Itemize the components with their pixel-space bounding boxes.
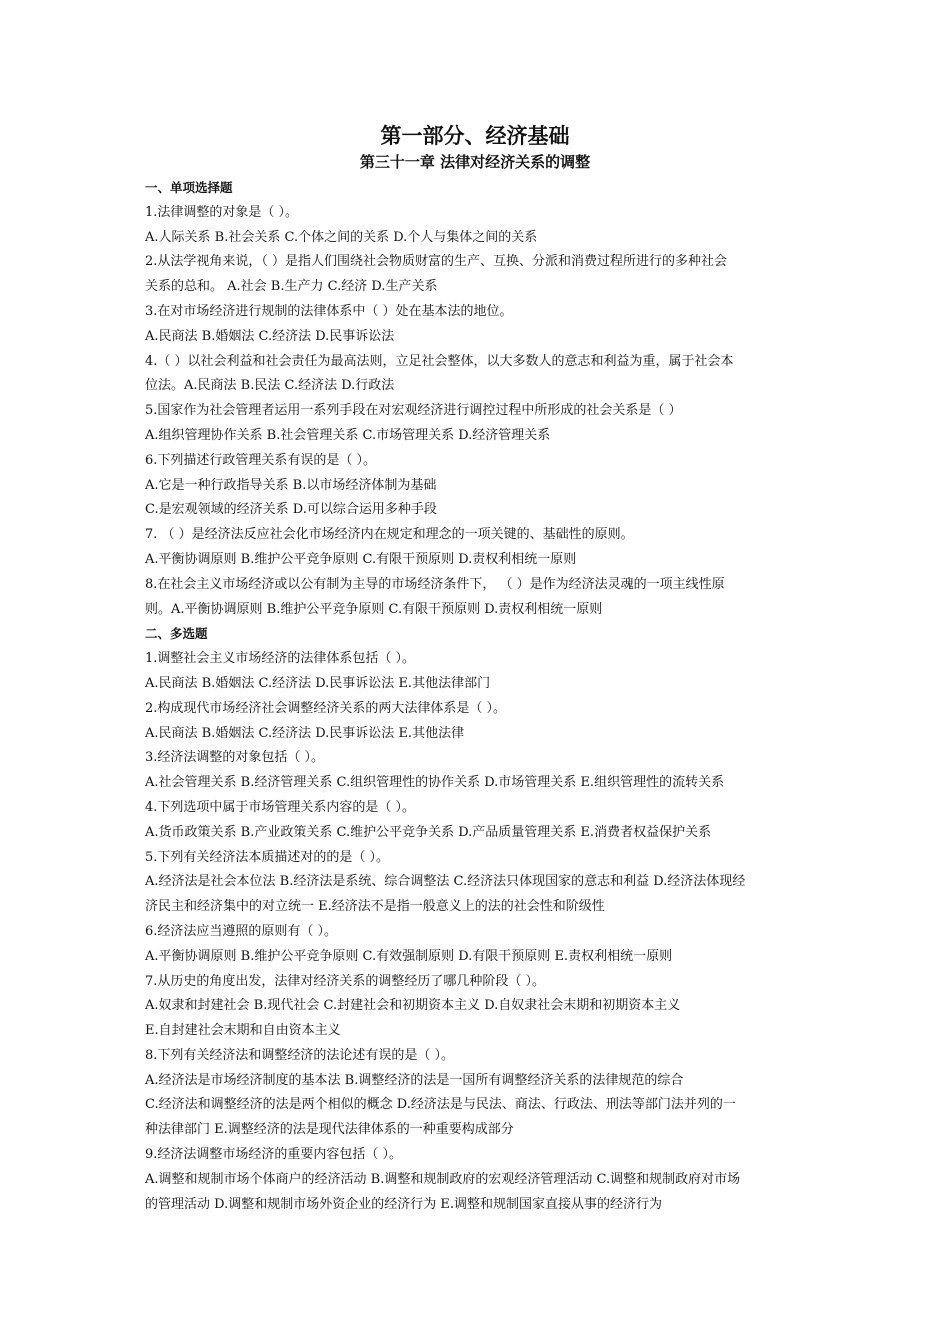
section-heading: 二、多选题 [145, 626, 208, 642]
text-line: A.民商法 B.婚姻法 C.经济法 D.民事诉讼法 E.其他法律 [145, 725, 465, 741]
text-line: 1.法律调整的对象是（ ）。 [145, 204, 299, 220]
text-line: 2.构成现代市场经济社会调整经济关系的两大法律体系是（ ）。 [145, 700, 507, 716]
text-line: C.经济法和调整经济的法是两个相似的概念 D.经济法是与民法、商法、行政法、刑法等部门法并列的一 [145, 1097, 736, 1113]
text-line: 5.国家作为社会管理者运用一系列手段在对宏观经济进行调控过程中所形成的社会关系是（ ） [145, 403, 682, 419]
text-line: 6.经济法应当遵照的原则有（ ）。 [145, 923, 338, 939]
text-line: 位法。A.民商法 B.民法 C.经济法 D.行政法 [145, 378, 395, 394]
text-line: 2.从法学视角来说，（ ）是指人们围绕社会物质财富的生产、互换、分派和消费过程所进行的多种社会 [145, 254, 728, 270]
text-line: 7.从历史的角度出发，法律对经济关系的调整经历了哪几种阶段（ ）。 [145, 973, 546, 989]
text-line: C.是宏观领域的经济关系 D.可以综合运用多种手段 [145, 502, 437, 518]
text-line: 7. （ ）是经济法反应社会化市场经济内在规定和理念的一项关键的、基础性的原则。 [145, 527, 634, 543]
text-line: 3.在对市场经济进行规制的法律体系中（ ）处在基本法的地位。 [145, 303, 513, 319]
text-line: 6.下列描述行政管理关系有误的是（ ）。 [145, 452, 377, 468]
text-line: 5.下列有关经济法本质描述对的的是（ ）。 [145, 849, 390, 865]
text-line: A.经济法是市场经济制度的基本法 B.调整经济的法是一国所有调整经济关系的法律规范的综合 [145, 1072, 684, 1088]
chapter-title: 第三十一章 法律对经济关系的调整 [359, 153, 591, 171]
text-line: A.平衡协调原则 B.维护公平竞争原则 C.有限干预原则 D.责权利相统一原则 [145, 551, 577, 567]
text-line: A.社会管理关系 B.经济管理关系 C.组织管理性的协作关系 D.市场管理关系 E.组织管理性的流转关系 [145, 775, 725, 791]
text-line: 济民主和经济集中的对立统一 E.经济法不是指一般意义上的法的社会性和阶级性 [145, 899, 605, 915]
text-line: A.组织管理协作关系 B.社会管理关系 C.市场管理关系 D.经济管理关系 [145, 427, 551, 443]
text-line: A.货币政策关系 B.产业政策关系 C.维护公平竞争关系 D.产品质量管理关系 E.消费者权益保护关系 [145, 824, 712, 840]
text-line: A.人际关系 B.社会关系 C.个体之间的关系 D.个人与集体之间的关系 [145, 229, 538, 245]
text-line: 1.调整社会主义市场经济的法律体系包括（ ）。 [145, 651, 416, 667]
page-title: 第一部分、经济基础 [380, 124, 570, 148]
text-line: A.民商法 B.婚姻法 C.经济法 D.民事诉讼法 [145, 328, 395, 344]
text-line: E.自封建社会末期和自由资本主义 [145, 1023, 341, 1039]
text-line: A.调整和规制市场个体商户的经济活动 B.调整和规制政府的宏观经济管理活动 C.调整和规制政府对市场 [145, 1171, 741, 1187]
text-line: 8.在社会主义市场经济或以公有制为主导的市场经济条件下， （ ）是作为经济法灵魂的一项主线性原 [145, 576, 725, 592]
section-heading: 一、单项选择题 [145, 180, 233, 195]
text-line: A.经济法是社会本位法 B.经济法是系统、综合调整法 C.经济法只体现国家的意志和利益 D.经济法体现经 [145, 874, 746, 890]
text-line: 关系的总和。 A.社会 B.生产力 C.经济 D.生产关系 [145, 279, 438, 295]
text-line: 3.经济法调整的对象包括（ ）。 [145, 750, 325, 766]
text-line: 4.（ ）以社会利益和社会责任为最高法则，立足社会整体，以大多数人的意志和利益为重，属于社会本 [145, 353, 734, 369]
text-line: 则。A.平衡协调原则 B.维护公平竞争原则 C.有限干预原则 D.责权利相统一原则 [145, 601, 603, 617]
document-body [145, 176, 810, 1217]
text-line: A.它是一种行政指导关系 B.以市场经济体制为基础 [145, 477, 437, 493]
text-line: 种法律部门 E.调整经济的法是现代法律体系的一种重要构成部分 [145, 1122, 514, 1138]
text-line: 8.下列有关经济法和调整经济的法论述有误的是（ ）。 [145, 1047, 455, 1063]
text-line: 9.经济法调整市场经济的重要内容包括（ ）。 [145, 1147, 403, 1163]
text-line: 4.下列选项中属于市场管理关系内容的是（ ）。 [145, 799, 416, 815]
text-line: A.平衡协调原则 B.维护公平竞争原则 C.有效强制原则 D.有限干预原则 E.责权利相统一原则 [145, 948, 673, 964]
text-line: A.民商法 B.婚姻法 C.经济法 D.民事诉讼法 E.其他法律部门 [145, 675, 491, 691]
text-line: 的管理活动 D.调整和规制市场外资企业的经济行为 E.调整和规制国家直接从事的经济行为 [145, 1196, 662, 1212]
text-line: A.奴隶和封建社会 B.现代社会 C.封建社会和初期资本主义 D.自奴隶社会末期和初期资本主义 [145, 998, 681, 1014]
